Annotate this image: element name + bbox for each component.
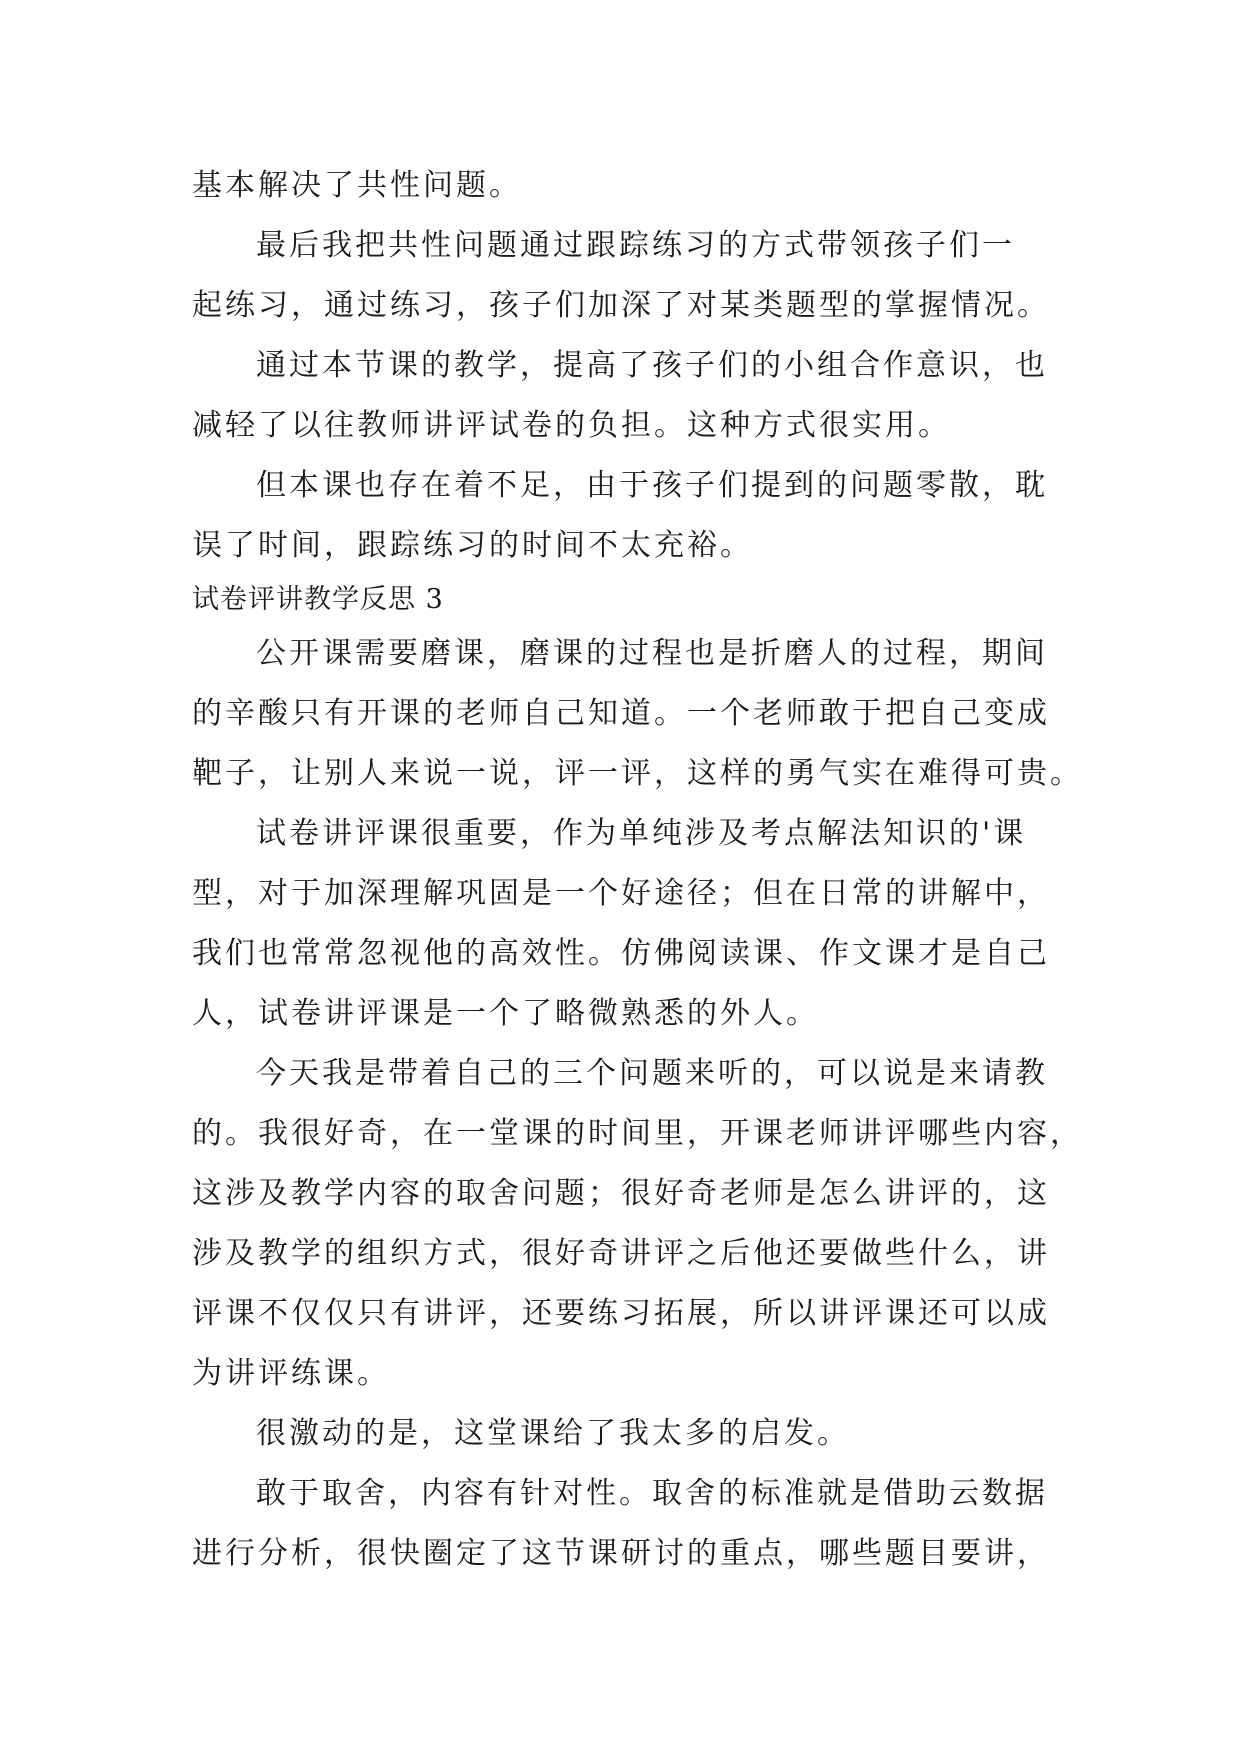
text-line: 减轻了以往教师讲评试卷的负担。这种方式很实用。 — [192, 408, 951, 443]
paragraph-first-line: 很激动的是，这堂课给了我太多的启发。 — [256, 1416, 850, 1451]
paragraph-first-line: 公开课需要磨课，磨课的过程也是折磨人的过程，期间 — [256, 636, 1048, 671]
text-line: 评课不仅仅只有讲评，还要练习拓展，所以讲评课还可以成 — [192, 1296, 1050, 1331]
text-line: 误了时间，跟踪练习的时间不太充裕。 — [192, 528, 753, 563]
paragraph-first-line: 今天我是带着自己的三个问题来听的，可以说是来请教 — [256, 1056, 1048, 1091]
text-line: 进行分析，很快圈定了这节课研讨的重点，哪些题目要讲， — [192, 1536, 1050, 1571]
section-heading: 试卷评讲教学反思 3 — [192, 584, 444, 615]
text-line: 人，试卷讲评课是一个了略微熟悉的外人。 — [192, 996, 819, 1031]
paragraph-first-line: 试卷讲评课很重要，作为单纯涉及考点解法知识的'课 — [256, 816, 1027, 851]
text-line: 涉及教学的组织方式，很好奇讲评之后他还要做些什么，讲 — [192, 1236, 1050, 1271]
text-line: 靶子，让别人来说一说，评一评，这样的勇气实在难得可贵。 — [192, 756, 1083, 791]
text-line: 起练习，通过练习，孩子们加深了对某类题型的掌握情况。 — [192, 288, 1050, 323]
text-line: 型，对于加深理解巩固是一个好途径；但在日常的讲解中， — [192, 876, 1050, 911]
text-line: 的。我很好奇，在一堂课的时间里，开课老师讲评哪些内容， — [192, 1116, 1083, 1151]
paragraph-first-line: 敢于取舍，内容有针对性。取舍的标准就是借助云数据 — [256, 1476, 1048, 1511]
paragraph-first-line: 但本课也存在着不足，由于孩子们提到的问题零散，耽 — [256, 468, 1048, 503]
paragraph-first-line: 最后我把共性问题通过跟踪练习的方式带领孩子们一 — [256, 228, 1015, 263]
text-line: 的辛酸只有开课的老师自己知道。一个老师敢于把自己变成 — [192, 696, 1050, 731]
text-line: 我们也常常忽视他的高效性。仿佛阅读课、作文课才是自己 — [192, 936, 1050, 971]
text-line: 这涉及教学内容的取舍问题；很好奇老师是怎么讲评的，这 — [192, 1176, 1050, 1211]
paragraph-first-line: 通过本节课的教学，提高了孩子们的小组合作意识，也 — [256, 348, 1048, 383]
text-line: 为讲评练课。 — [192, 1356, 390, 1391]
text-line: 基本解决了共性问题。 — [192, 168, 522, 203]
